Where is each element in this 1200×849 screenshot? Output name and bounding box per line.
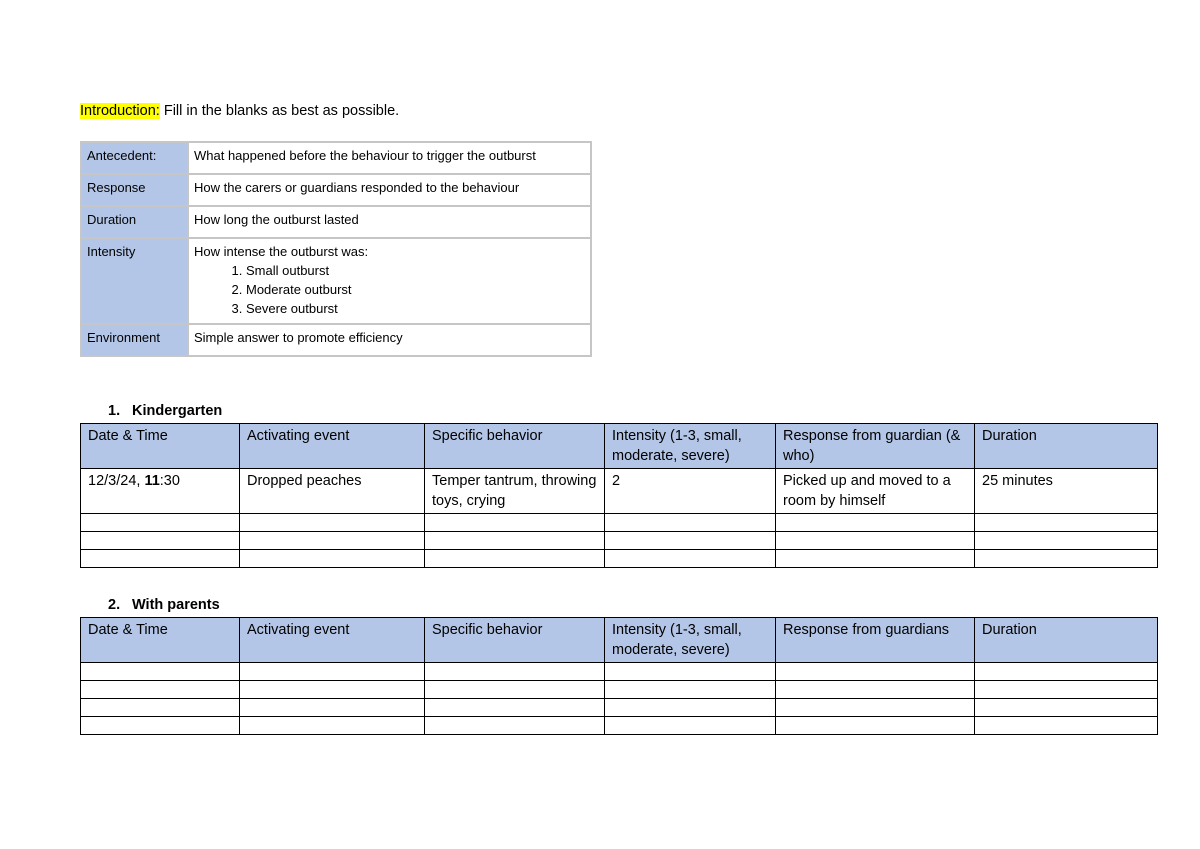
table-cell[interactable] (425, 699, 605, 717)
table-cell[interactable] (975, 681, 1158, 699)
definition-label: Antecedent: (81, 142, 188, 174)
with-parents-table (80, 617, 1158, 735)
definition-row-antecedent (81, 142, 591, 174)
table-cell[interactable] (776, 514, 975, 532)
introduction-label: Introduction: (80, 103, 160, 119)
table-cell[interactable] (81, 699, 240, 717)
table-cell[interactable] (605, 681, 776, 699)
definition-row-environment (81, 324, 591, 356)
definitions-table (80, 141, 592, 357)
table-cell[interactable] (240, 514, 425, 532)
table-cell[interactable] (240, 681, 425, 699)
table-cell[interactable] (605, 663, 776, 681)
definition-text: What happened before the behaviour to trigger the outburst (188, 142, 591, 174)
table-cell[interactable] (425, 681, 605, 699)
definition-row-intensity (81, 238, 591, 324)
section-title-text: With parents (132, 597, 220, 613)
table-row (81, 469, 1158, 514)
kindergarten-table (80, 423, 1158, 568)
table-row (81, 532, 1158, 550)
column-header: Intensity (1-3, small, moderate, severe) (605, 424, 776, 469)
table-cell[interactable] (975, 514, 1158, 532)
table-cell[interactable] (975, 717, 1158, 735)
definition-label: Duration (81, 206, 188, 238)
intensity-level-item: 1. Small outburst (246, 261, 585, 280)
table-cell[interactable] (605, 532, 776, 550)
section-title-with-parents (108, 597, 220, 613)
intensity-description: How intense the outburst was: (194, 244, 369, 259)
table-cell[interactable]: Temper tantrum, throwing toys, crying (425, 469, 605, 514)
table-cell[interactable] (81, 681, 240, 699)
table-cell[interactable]: Picked up and moved to a room by himself (776, 469, 975, 514)
table-cell[interactable] (605, 550, 776, 568)
intensity-level-item: 2. Moderate outburst (246, 280, 585, 299)
table-header-row (81, 618, 1158, 663)
table-row (81, 663, 1158, 681)
table-cell[interactable] (776, 717, 975, 735)
table-cell[interactable]: Dropped peaches (240, 469, 425, 514)
definition-text: How long the outburst lasted (188, 206, 591, 238)
table-cell[interactable] (81, 663, 240, 681)
table-cell[interactable] (776, 550, 975, 568)
column-header: Duration (975, 618, 1158, 663)
column-header: Response from guardians (776, 618, 975, 663)
table-cell[interactable] (240, 532, 425, 550)
table-cell[interactable] (425, 550, 605, 568)
table-cell[interactable] (776, 532, 975, 550)
table-cell[interactable] (605, 699, 776, 717)
section-number: 1. (108, 403, 121, 419)
table-cell[interactable] (425, 514, 605, 532)
table-cell[interactable] (81, 532, 240, 550)
table-cell[interactable] (81, 550, 240, 568)
definition-text: How the carers or guardians responded to the behaviour (188, 174, 591, 206)
table-cell[interactable] (425, 663, 605, 681)
table-cell[interactable] (605, 514, 776, 532)
column-header: Activating event (240, 618, 425, 663)
table-cell[interactable] (240, 663, 425, 681)
table-cell[interactable] (240, 550, 425, 568)
table-cell[interactable] (425, 717, 605, 735)
section-title-kindergarten (108, 403, 222, 419)
column-header: Activating event (240, 424, 425, 469)
definition-label: Response (81, 174, 188, 206)
table-cell[interactable] (975, 699, 1158, 717)
table-cell[interactable] (975, 532, 1158, 550)
table-row (81, 550, 1158, 568)
table-row (81, 699, 1158, 717)
table-cell[interactable]: 25 minutes (975, 469, 1158, 514)
column-header: Date & Time (81, 424, 240, 469)
table-cell[interactable] (776, 681, 975, 699)
table-cell[interactable] (240, 717, 425, 735)
table-cell[interactable] (776, 699, 975, 717)
table-cell[interactable] (81, 717, 240, 735)
table-header-row (81, 424, 1158, 469)
definition-row-response (81, 174, 591, 206)
table-cell[interactable] (776, 663, 975, 681)
column-header: Specific behavior (425, 618, 605, 663)
definition-label: Environment (81, 324, 188, 356)
column-header: Date & Time (81, 618, 240, 663)
date-text: 12/3/24, (88, 473, 145, 489)
intensity-level-item: 3. Severe outburst (246, 299, 585, 318)
introduction (80, 103, 399, 119)
introduction-text: Fill in the blanks as best as possible. (159, 103, 400, 119)
section-number: 2. (108, 597, 121, 613)
definition-text (188, 238, 591, 324)
table-cell[interactable] (81, 469, 240, 514)
time-hour: 11 (144, 473, 160, 489)
column-header: Specific behavior (425, 424, 605, 469)
table-cell[interactable] (425, 532, 605, 550)
table-cell[interactable]: 2 (605, 469, 776, 514)
table-cell[interactable] (605, 717, 776, 735)
intensity-levels-list (194, 261, 585, 318)
table-row (81, 681, 1158, 699)
definition-row-duration (81, 206, 591, 238)
table-row (81, 717, 1158, 735)
table-cell[interactable] (81, 514, 240, 532)
section-title-text: Kindergarten (132, 403, 223, 419)
definition-label: Intensity (81, 238, 188, 324)
column-header: Duration (975, 424, 1158, 469)
table-row (81, 514, 1158, 532)
definition-text: Simple answer to promote efficiency (188, 324, 591, 356)
column-header: Response from guardian (& who) (776, 424, 975, 469)
table-cell[interactable] (975, 663, 1158, 681)
table-cell[interactable] (975, 550, 1158, 568)
table-cell[interactable] (240, 699, 425, 717)
column-header: Intensity (1-3, small, moderate, severe) (605, 618, 776, 663)
time-minutes: :30 (159, 473, 180, 489)
